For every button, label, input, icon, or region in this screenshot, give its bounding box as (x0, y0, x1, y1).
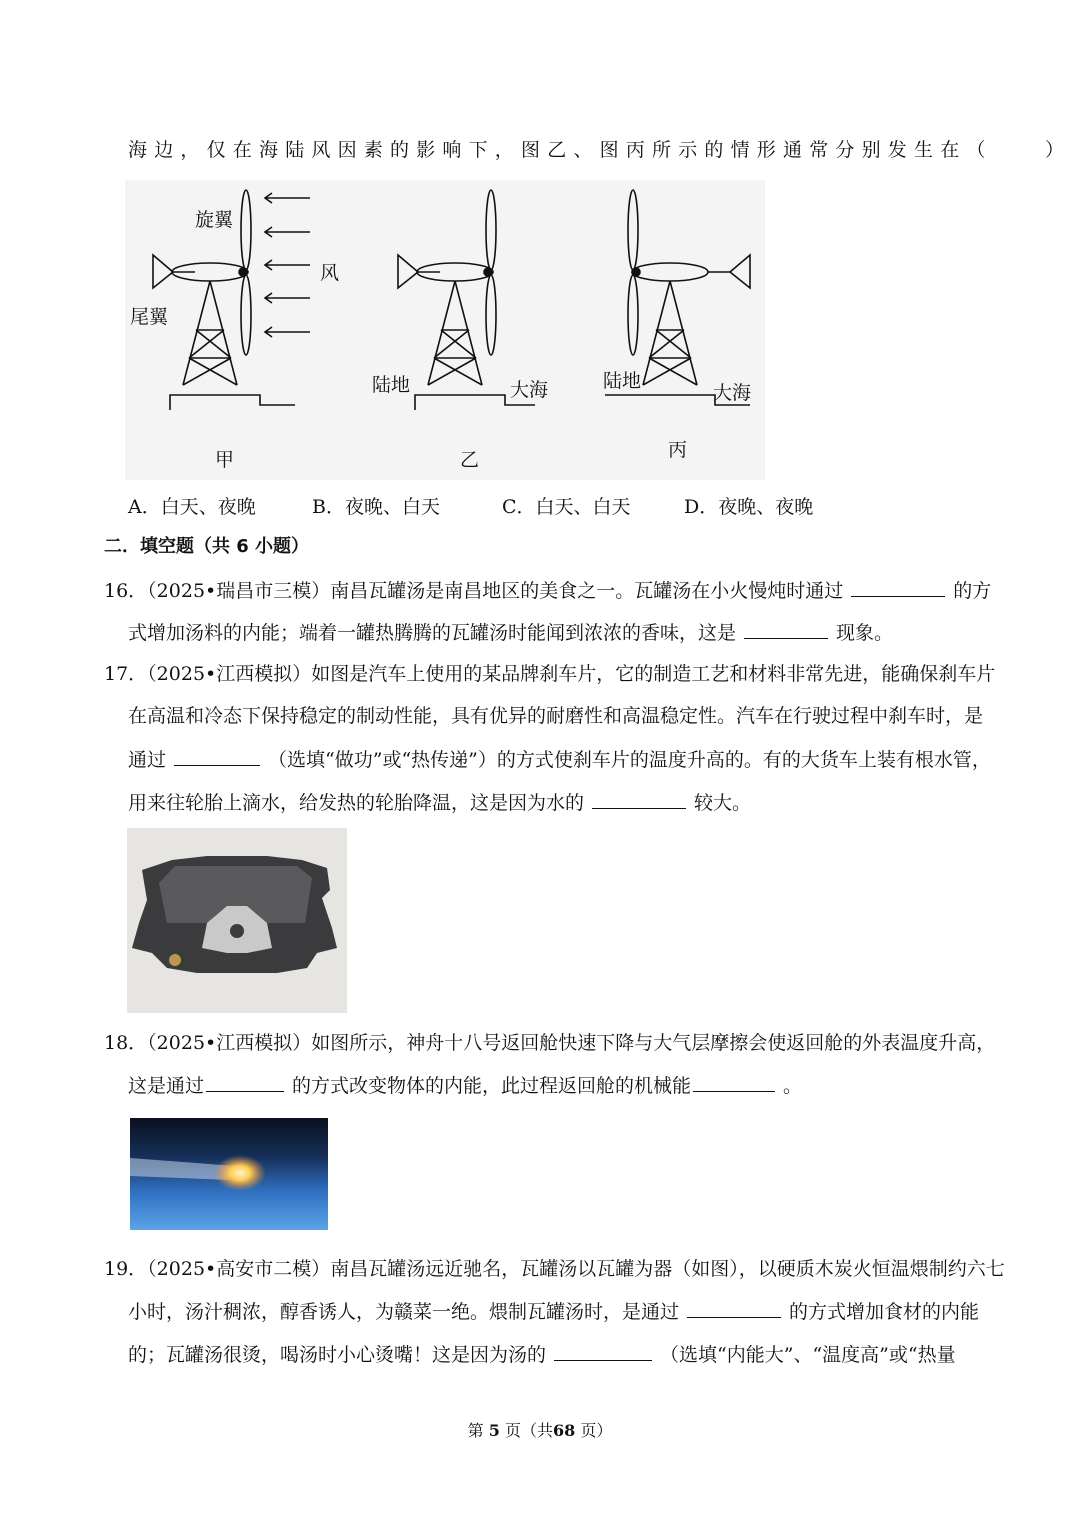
q17-line-3b: （选填“做功”或“热传递”）的方式使刹车片的温度升高的。有的大货车上装有根水管， (268, 749, 991, 771)
q16-blank-1[interactable] (851, 578, 945, 597)
label-sea-yi: 大海 (510, 379, 549, 401)
option-d-letter: D． (684, 496, 719, 518)
option-b-text: 夜晚、白天 (344, 496, 440, 518)
q16-line-2a: 式增加汤料的内能；端着一罐热腾腾的瓦罐汤时能闻到浓浓的香味，这是 (128, 622, 737, 644)
q18-blank-2[interactable] (693, 1073, 775, 1092)
label-tail: 尾翼 (130, 306, 169, 328)
option-b-letter: B． (312, 496, 345, 518)
option-c-text: 白天、白天 (535, 496, 631, 518)
label-wind: 风 (320, 262, 340, 284)
footer-pre: 第 (467, 1421, 484, 1440)
section-title: 二．填空题（共 6 小题） (104, 536, 310, 557)
q19-line-3a: 的；瓦罐汤很烫，喝汤时小心烫嘴！这是因为汤的 (128, 1344, 547, 1366)
option-c-letter: C． (502, 496, 536, 518)
question-intro-line: 海边，仅在海陆风因素的影响下，图乙、图丙所示的情形通常分别发生在（ ） (128, 139, 1072, 161)
q17-line-3a: 通过 (128, 749, 167, 771)
option-d-text: 夜晚、夜晚 (718, 496, 814, 518)
option-c[interactable] (502, 492, 631, 519)
q17-blank-2[interactable] (592, 790, 686, 809)
q19-line-1: 19．（2025•高安市二模）南昌瓦罐汤远近驰名，瓦罐汤以瓦罐为器（如图），以硬质木炭火恒温煨制约六七 (104, 1258, 1005, 1280)
q18-line-1: 18．（2025•江西模拟）如图所示，神舟十八号返回舱快速下降与大气层摩擦会使返回舱的外表温度升高， (104, 1032, 996, 1054)
q19-line-2b: 的方式增加食材的内能 (789, 1301, 980, 1323)
q18-line-2b: 的方式改变物体的内能，此过程返回舱的机械能 (292, 1075, 692, 1097)
option-b[interactable] (312, 492, 440, 519)
option-d[interactable] (684, 492, 813, 519)
q16-line-1a: 16．（2025•瑞昌市三模）南昌瓦罐汤是南昌地区的美食之一。瓦罐汤在小火慢炖时通过 (104, 580, 844, 602)
q16-line-2b: 现象。 (836, 622, 894, 644)
q19-line-3 (128, 1342, 956, 1367)
brake-pad-photo (127, 828, 347, 1013)
footer-page-number: 5 (488, 1421, 500, 1440)
q17-blank-1[interactable] (174, 747, 260, 766)
footer-total-pages: 68 (552, 1421, 576, 1440)
q17-line-3 (128, 747, 991, 772)
footer-mid: 页（共 (504, 1421, 553, 1440)
q18-line-2 (128, 1073, 802, 1098)
label-sea-bing: 大海 (713, 382, 752, 404)
caption-bing: 丙 (668, 439, 688, 461)
q17-line-4a: 用来往轮胎上滴水，给发热的轮胎降温，这是因为水的 (128, 792, 585, 814)
option-a-text: 白天、夜晚 (160, 496, 256, 518)
q16-line-1 (104, 578, 991, 603)
q19-blank-2[interactable] (554, 1342, 652, 1361)
q16-blank-2[interactable] (744, 620, 828, 639)
label-land-bing: 陆地 (603, 370, 642, 392)
wind-turbine-figure (125, 180, 765, 480)
label-land-yi: 陆地 (372, 374, 411, 396)
q18-line-2c: 。 (783, 1075, 803, 1097)
label-rotor: 旋翼 (195, 209, 234, 231)
caption-jia: 甲 (215, 449, 235, 471)
q19-line-3b: （选填“内能大”、“温度高”或“热量 (660, 1344, 956, 1366)
footer-post: 页） (580, 1421, 613, 1440)
q16-line-2 (128, 620, 893, 645)
q19-blank-1[interactable] (687, 1299, 781, 1318)
q17-line-4b: 较大。 (694, 792, 752, 814)
reentry-capsule-photo (130, 1118, 328, 1230)
q17-line-1: 17．（2025•江西模拟）如图是汽车上使用的某品牌刹车片，它的制造工艺和材料非常先进，能确保刹车片 (104, 663, 996, 685)
caption-yi: 乙 (460, 449, 480, 471)
q19-line-2 (128, 1299, 979, 1324)
option-a-letter: A． (128, 496, 161, 518)
q17-line-2: 在高温和冷态下保持稳定的制动性能，具有优异的耐磨性和高温稳定性。汽车在行驶过程中刹车时，是 (128, 705, 984, 727)
q18-line-2a: 这是通过 (128, 1075, 205, 1097)
q18-blank-1[interactable] (206, 1073, 284, 1092)
q19-line-2a: 小时，汤汁稠浓，醇香诱人，为赣菜一绝。煨制瓦罐汤时，是通过 (128, 1301, 680, 1323)
page-footer (0, 1418, 1080, 1441)
option-a[interactable] (128, 492, 256, 519)
q17-line-4 (128, 790, 751, 815)
q16-line-1b: 的方 (953, 580, 992, 602)
